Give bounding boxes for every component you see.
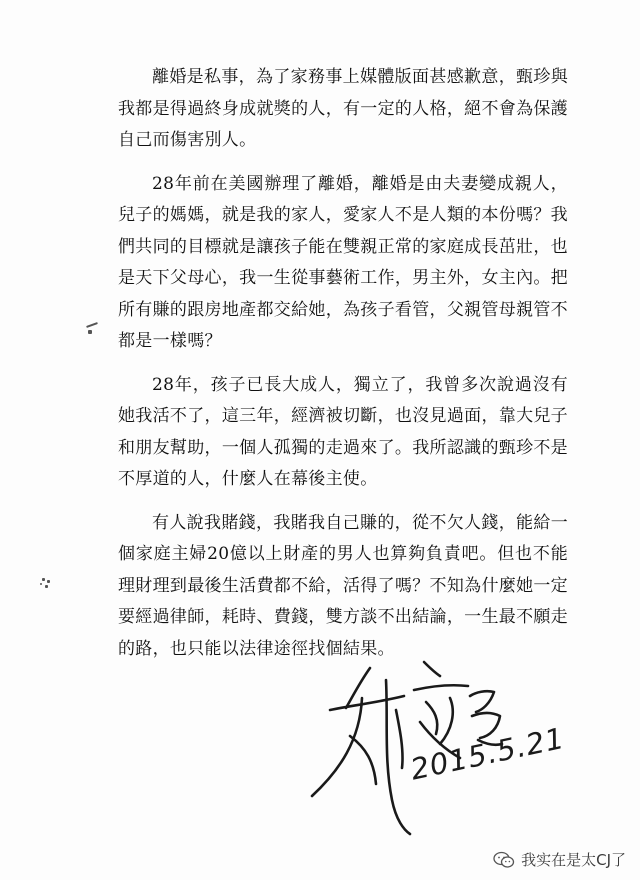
watermark	[493, 849, 626, 870]
wechat-icon	[493, 851, 515, 869]
scan-speck	[86, 322, 98, 328]
scan-speck	[47, 580, 50, 583]
letter-paragraph: 有人說我賭錢，我賭我自己賺的，從不欠人錢，能給一個家庭主婦20億以上財產的男人也算夠負責吧。但也不能理財理到最後生活費都不給，活得了嗎？不知為什麼她一定要經過律師，耗時、費錢，雙方談不出結論，一生最不願走的路，也只能以法律途徑找個結果。	[118, 512, 568, 659]
letter-paragraph: 28年，孩子已長大成人，獨立了，我曾多次說過沒有她我活不了，這三年，經濟被切斷，也沒見過面，靠大兒子和朋友幫助，一個人孤獨的走過來了。我所認識的甄珍不是不厚道的人，什麼人在幕後主使。	[118, 374, 568, 489]
scan-speck	[42, 578, 45, 581]
scan-speck	[45, 585, 48, 588]
watermark-text: 我实在是太CJ了	[521, 851, 626, 869]
scan-speck	[40, 583, 42, 585]
letter-body	[118, 62, 568, 677]
letter-paragraph: 28年前在美國辦理了離婚，離婚是由夫妻變成親人，兒子的媽媽，就是我的家人，愛家人不是人類的本份嗎？我們共同的目標就是讓孩子能在雙親正常的家庭成長茁壯，也是天下父母心，我一生從事藝術工作，男主外，女主內。把所有賺的跟房地產都交給她，為孩子看管，父親管母親管不都是一樣嗎？	[118, 173, 568, 351]
letter-paragraph: 離婚是私事，為了家務事上媒體版面甚感歉意，甄珍與我都是得過終身成就獎的人，有一定的人格，絕不會為保護自己而傷害別人。	[118, 67, 568, 150]
scan-speck	[88, 330, 92, 334]
signature-date: 2015.5.21	[407, 720, 568, 787]
